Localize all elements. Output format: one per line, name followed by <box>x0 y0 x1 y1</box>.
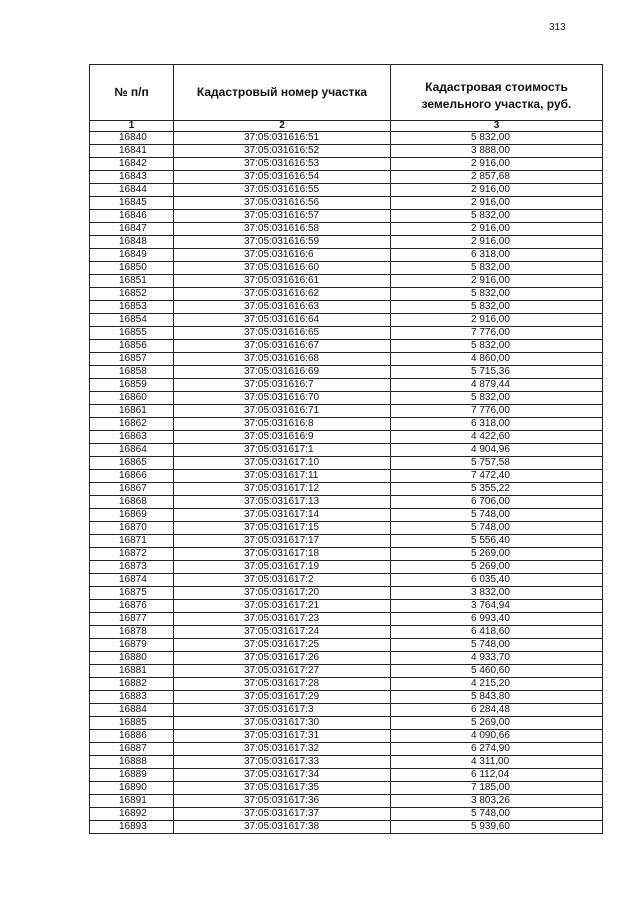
table-row <box>90 535 603 548</box>
cadastral-number: 37:05:031616:64 <box>174 314 391 327</box>
table-row <box>90 197 603 210</box>
table-row <box>90 821 603 834</box>
row-number: 16866 <box>90 470 174 483</box>
column-number-1: 1 <box>90 121 174 132</box>
row-number: 16874 <box>90 574 174 587</box>
row-number: 16843 <box>90 171 174 184</box>
cadastral-value: 5 832,00 <box>391 262 603 275</box>
row-number: 16856 <box>90 340 174 353</box>
row-number: 16861 <box>90 405 174 418</box>
cadastral-value: 7 776,00 <box>391 405 603 418</box>
cadastral-value: 5 355,22 <box>391 483 603 496</box>
cadastral-value: 7 776,00 <box>391 327 603 340</box>
row-number: 16860 <box>90 392 174 405</box>
table-row <box>90 769 603 782</box>
page-number: 313 <box>549 22 566 33</box>
header-row <box>90 65 603 121</box>
cadastral-number: 37:05:031617:32 <box>174 743 391 756</box>
cadastral-number: 37:05:031616:57 <box>174 210 391 223</box>
cadastral-value: 5 269,00 <box>391 561 603 574</box>
cadastral-value: 2 916,00 <box>391 275 603 288</box>
row-number: 16845 <box>90 197 174 210</box>
table-row <box>90 795 603 808</box>
cadastral-value: 3 764,94 <box>391 600 603 613</box>
cadastral-number: 37:05:031617:10 <box>174 457 391 470</box>
cadastral-number: 37:05:031617:3 <box>174 704 391 717</box>
cadastral-value: 3 888,00 <box>391 145 603 158</box>
table-row <box>90 704 603 717</box>
cadastral-number: 37:05:031617:17 <box>174 535 391 548</box>
cadastral-number: 37:05:031617:2 <box>174 574 391 587</box>
table-row <box>90 782 603 795</box>
row-number: 16840 <box>90 132 174 145</box>
cadastral-number: 37:05:031616:71 <box>174 405 391 418</box>
cadastral-value: 5 757,58 <box>391 457 603 470</box>
cadastral-value: 5 748,00 <box>391 522 603 535</box>
row-number: 16890 <box>90 782 174 795</box>
row-number: 16869 <box>90 509 174 522</box>
row-number: 16865 <box>90 457 174 470</box>
table-row <box>90 587 603 600</box>
cadastral-value: 4 904,96 <box>391 444 603 457</box>
cadastral-number: 37:05:031617:38 <box>174 821 391 834</box>
cadastral-number: 37:05:031617:24 <box>174 626 391 639</box>
cadastral-value: 6 318,00 <box>391 249 603 262</box>
cadastral-number: 37:05:031616:65 <box>174 327 391 340</box>
cadastral-number: 37:05:031617:29 <box>174 691 391 704</box>
table-row <box>90 717 603 730</box>
cadastral-number: 37:05:031617:37 <box>174 808 391 821</box>
cadastral-value: 5 939,60 <box>391 821 603 834</box>
row-number: 16849 <box>90 249 174 262</box>
table-row <box>90 743 603 756</box>
table-row <box>90 301 603 314</box>
header-cadastral-value: Кадастровая стоимость земельного участка, руб. <box>391 65 603 121</box>
table-row <box>90 808 603 821</box>
table-row <box>90 223 603 236</box>
cadastral-number: 37:05:031616:7 <box>174 379 391 392</box>
cadastral-value: 6 993,40 <box>391 613 603 626</box>
table-row <box>90 210 603 223</box>
table-row <box>90 561 603 574</box>
cadastral-value: 6 274,90 <box>391 743 603 756</box>
table-row <box>90 132 603 145</box>
cadastral-value: 3 803,26 <box>391 795 603 808</box>
header-number: № п/п <box>90 65 174 121</box>
row-number: 16888 <box>90 756 174 769</box>
cadastral-number: 37:05:031616:69 <box>174 366 391 379</box>
cadastral-value: 6 284,48 <box>391 704 603 717</box>
cadastral-table <box>89 64 603 834</box>
table-row <box>90 665 603 678</box>
row-number: 16893 <box>90 821 174 834</box>
cadastral-value: 5 269,00 <box>391 717 603 730</box>
row-number: 16870 <box>90 522 174 535</box>
cadastral-number: 37:05:031616:63 <box>174 301 391 314</box>
cadastral-number: 37:05:031617:23 <box>174 613 391 626</box>
row-number: 16881 <box>90 665 174 678</box>
table-row <box>90 431 603 444</box>
cadastral-number: 37:05:031616:56 <box>174 197 391 210</box>
table-row <box>90 574 603 587</box>
cadastral-value: 5 748,00 <box>391 639 603 652</box>
row-number: 16880 <box>90 652 174 665</box>
table-row <box>90 353 603 366</box>
cadastral-number: 37:05:031617:25 <box>174 639 391 652</box>
cadastral-number: 37:05:031617:31 <box>174 730 391 743</box>
table-row <box>90 626 603 639</box>
cadastral-value: 4 311,00 <box>391 756 603 769</box>
row-number: 16867 <box>90 483 174 496</box>
table-row <box>90 262 603 275</box>
cadastral-number: 37:05:031616:51 <box>174 132 391 145</box>
table-row <box>90 236 603 249</box>
row-number: 16883 <box>90 691 174 704</box>
cadastral-value: 6 318,00 <box>391 418 603 431</box>
cadastral-number: 37:05:031616:9 <box>174 431 391 444</box>
table-row <box>90 366 603 379</box>
table-row <box>90 314 603 327</box>
table-row <box>90 392 603 405</box>
cadastral-number: 37:05:031616:59 <box>174 236 391 249</box>
column-number-2: 2 <box>174 121 391 132</box>
cadastral-value: 4 422,60 <box>391 431 603 444</box>
cadastral-number: 37:05:031616:58 <box>174 223 391 236</box>
cadastral-value: 5 748,00 <box>391 509 603 522</box>
cadastral-value: 2 916,00 <box>391 158 603 171</box>
cadastral-value: 5 748,00 <box>391 808 603 821</box>
table-row <box>90 483 603 496</box>
row-number: 16889 <box>90 769 174 782</box>
row-number: 16853 <box>90 301 174 314</box>
table-row <box>90 340 603 353</box>
cadastral-number: 37:05:031616:68 <box>174 353 391 366</box>
table-row <box>90 470 603 483</box>
cadastral-number: 37:05:031616:6 <box>174 249 391 262</box>
cadastral-number: 37:05:031617:30 <box>174 717 391 730</box>
table-row <box>90 275 603 288</box>
table-row <box>90 171 603 184</box>
cadastral-value: 5 832,00 <box>391 340 603 353</box>
cadastral-value: 4 090,66 <box>391 730 603 743</box>
row-number: 16868 <box>90 496 174 509</box>
cadastral-value: 6 035,40 <box>391 574 603 587</box>
cadastral-value: 4 215,20 <box>391 678 603 691</box>
cadastral-value: 5 556,40 <box>391 535 603 548</box>
row-number: 16859 <box>90 379 174 392</box>
row-number: 16846 <box>90 210 174 223</box>
row-number: 16858 <box>90 366 174 379</box>
row-number: 16872 <box>90 548 174 561</box>
table-row <box>90 639 603 652</box>
cadastral-number: 37:05:031617:20 <box>174 587 391 600</box>
row-number: 16862 <box>90 418 174 431</box>
table-row <box>90 379 603 392</box>
cadastral-number: 37:05:031616:54 <box>174 171 391 184</box>
row-number: 16842 <box>90 158 174 171</box>
cadastral-number: 37:05:031617:26 <box>174 652 391 665</box>
cadastral-value: 6 706,00 <box>391 496 603 509</box>
cadastral-value: 7 185,00 <box>391 782 603 795</box>
table-row <box>90 548 603 561</box>
table-row <box>90 756 603 769</box>
cadastral-value: 7 472,40 <box>391 470 603 483</box>
cadastral-value: 5 843,80 <box>391 691 603 704</box>
cadastral-number: 37:05:031617:1 <box>174 444 391 457</box>
row-number: 16873 <box>90 561 174 574</box>
table-row <box>90 145 603 158</box>
row-number: 16875 <box>90 587 174 600</box>
cadastral-value: 5 269,00 <box>391 548 603 561</box>
cadastral-number: 37:05:031617:21 <box>174 600 391 613</box>
row-number: 16848 <box>90 236 174 249</box>
table-row <box>90 457 603 470</box>
cadastral-number: 37:05:031617:34 <box>174 769 391 782</box>
row-number: 16857 <box>90 353 174 366</box>
cadastral-number: 37:05:031617:12 <box>174 483 391 496</box>
table-row <box>90 327 603 340</box>
cadastral-value: 2 916,00 <box>391 197 603 210</box>
table-row <box>90 444 603 457</box>
cadastral-number: 37:05:031617:11 <box>174 470 391 483</box>
cadastral-value: 4 933,70 <box>391 652 603 665</box>
row-number: 16892 <box>90 808 174 821</box>
table-row <box>90 418 603 431</box>
cadastral-number: 37:05:031617:27 <box>174 665 391 678</box>
cadastral-value: 5 832,00 <box>391 392 603 405</box>
cadastral-number: 37:05:031617:15 <box>174 522 391 535</box>
table-row <box>90 496 603 509</box>
cadastral-number: 37:05:031617:33 <box>174 756 391 769</box>
cadastral-number: 37:05:031616:52 <box>174 145 391 158</box>
cadastral-number: 37:05:031617:35 <box>174 782 391 795</box>
row-number: 16886 <box>90 730 174 743</box>
cadastral-value: 5 460,60 <box>391 665 603 678</box>
cadastral-value: 5 715,36 <box>391 366 603 379</box>
row-number: 16851 <box>90 275 174 288</box>
row-number: 16876 <box>90 600 174 613</box>
row-number: 16847 <box>90 223 174 236</box>
cadastral-number: 37:05:031616:8 <box>174 418 391 431</box>
row-number: 16850 <box>90 262 174 275</box>
cadastral-value: 5 832,00 <box>391 132 603 145</box>
cadastral-value: 5 832,00 <box>391 288 603 301</box>
cadastral-value: 6 418,60 <box>391 626 603 639</box>
cadastral-number: 37:05:031617:36 <box>174 795 391 808</box>
row-number: 16882 <box>90 678 174 691</box>
row-number: 16854 <box>90 314 174 327</box>
table-row <box>90 652 603 665</box>
table-row <box>90 158 603 171</box>
row-number: 16879 <box>90 639 174 652</box>
column-number-3: 3 <box>391 121 603 132</box>
table-row <box>90 184 603 197</box>
cadastral-value: 5 832,00 <box>391 210 603 223</box>
cadastral-value: 4 879,44 <box>391 379 603 392</box>
row-number: 16863 <box>90 431 174 444</box>
column-number-row <box>90 121 603 132</box>
cadastral-number: 37:05:031617:14 <box>174 509 391 522</box>
row-number: 16871 <box>90 535 174 548</box>
table-row <box>90 288 603 301</box>
cadastral-value: 6 112,04 <box>391 769 603 782</box>
cadastral-number: 37:05:031616:61 <box>174 275 391 288</box>
row-number: 16864 <box>90 444 174 457</box>
table-row <box>90 600 603 613</box>
cadastral-value: 5 832,00 <box>391 301 603 314</box>
row-number: 16891 <box>90 795 174 808</box>
cadastral-number: 37:05:031617:28 <box>174 678 391 691</box>
cadastral-value: 2 857,68 <box>391 171 603 184</box>
table-row <box>90 522 603 535</box>
row-number: 16878 <box>90 626 174 639</box>
cadastral-value: 2 916,00 <box>391 184 603 197</box>
header-cadastral-number: Кадастровый номер участка <box>174 65 391 121</box>
row-number: 16855 <box>90 327 174 340</box>
cadastral-value: 4 860,00 <box>391 353 603 366</box>
table-row <box>90 678 603 691</box>
row-number: 16844 <box>90 184 174 197</box>
cadastral-number: 37:05:031617:19 <box>174 561 391 574</box>
table-row <box>90 405 603 418</box>
table-row <box>90 691 603 704</box>
table-row <box>90 509 603 522</box>
cadastral-value: 2 916,00 <box>391 236 603 249</box>
cadastral-number: 37:05:031616:55 <box>174 184 391 197</box>
row-number: 16887 <box>90 743 174 756</box>
cadastral-number: 37:05:031616:67 <box>174 340 391 353</box>
cadastral-value: 2 916,00 <box>391 314 603 327</box>
cadastral-number: 37:05:031617:18 <box>174 548 391 561</box>
table-row <box>90 730 603 743</box>
table-row <box>90 613 603 626</box>
cadastral-number: 37:05:031616:60 <box>174 262 391 275</box>
cadastral-number: 37:05:031617:13 <box>174 496 391 509</box>
row-number: 16885 <box>90 717 174 730</box>
table-row <box>90 249 603 262</box>
cadastral-value: 2 916,00 <box>391 223 603 236</box>
cadastral-number: 37:05:031616:70 <box>174 392 391 405</box>
cadastral-number: 37:05:031616:53 <box>174 158 391 171</box>
cadastral-value: 3 832,00 <box>391 587 603 600</box>
row-number: 16884 <box>90 704 174 717</box>
row-number: 16877 <box>90 613 174 626</box>
row-number: 16841 <box>90 145 174 158</box>
cadastral-number: 37:05:031616:62 <box>174 288 391 301</box>
row-number: 16852 <box>90 288 174 301</box>
